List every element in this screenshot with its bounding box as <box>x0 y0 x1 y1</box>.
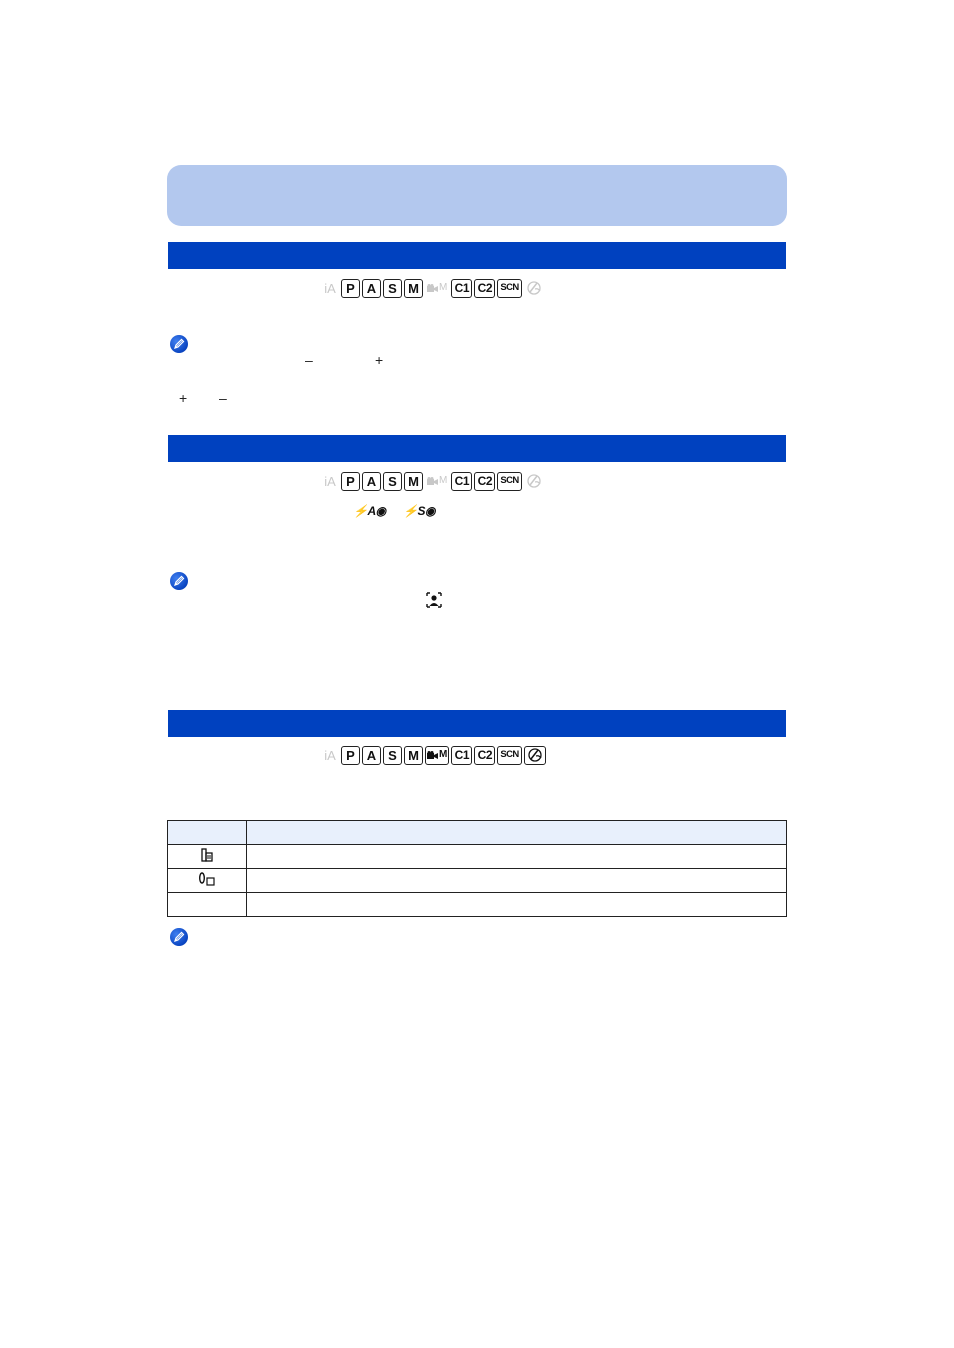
table-cell <box>247 893 787 917</box>
section-heading-bar-3 <box>168 710 786 737</box>
movie-camera-icon: M <box>425 472 449 491</box>
table-header-row <box>168 821 787 845</box>
table-cell <box>168 893 247 917</box>
section-heading-bar-2 <box>168 435 786 462</box>
note-pencil-icon <box>170 335 188 353</box>
building-icon <box>168 845 247 869</box>
mode-c2-icon: C2 <box>474 746 495 765</box>
mode-a-icon: A <box>362 746 381 765</box>
table-header-cell <box>168 821 247 845</box>
mode-c2-icon: C2 <box>474 279 495 298</box>
table-header-cell <box>247 821 787 845</box>
applicable-modes-row-3 <box>321 744 546 766</box>
plus-symbol: + <box>179 390 188 406</box>
note-pencil-icon <box>170 928 188 946</box>
mode-c1-icon: C1 <box>451 472 472 491</box>
mode-s-icon: S <box>383 472 402 491</box>
note-pencil-icon <box>170 572 188 590</box>
mode-p-icon: P <box>341 472 360 491</box>
creative-control-icon <box>524 279 544 298</box>
section-heading-bar-1 <box>168 242 786 269</box>
mode-ia-icon: iA <box>324 747 336 763</box>
table-cell <box>247 845 787 869</box>
mode-p-icon: P <box>341 746 360 765</box>
table-row <box>168 869 787 893</box>
plus-symbol: + <box>375 352 384 368</box>
creative-control-icon <box>524 746 546 765</box>
mode-c1-icon: C1 <box>451 746 472 765</box>
movie-camera-icon: M <box>425 279 449 298</box>
mode-p-icon: P <box>341 279 360 298</box>
mode-c2-icon: C2 <box>474 472 495 491</box>
mode-m-icon: M <box>404 746 423 765</box>
mode-a-icon: A <box>362 472 381 491</box>
applicable-modes-row-2 <box>321 470 544 492</box>
page-title-box <box>167 165 787 226</box>
table-cell <box>247 869 787 893</box>
mode-s-icon: S <box>383 279 402 298</box>
flash-slow-sync-red-eye-icon: ⚡S◉ <box>403 504 435 518</box>
movie-camera-icon: M <box>425 746 449 765</box>
options-table <box>167 820 787 917</box>
table-row <box>168 893 787 917</box>
minus-symbol: – <box>219 390 227 406</box>
minus-symbol: – <box>305 352 313 368</box>
mode-ia-icon: iA <box>324 473 336 489</box>
mode-m-icon: M <box>404 279 423 298</box>
mode-scn-icon: SCN <box>497 279 521 298</box>
lamp-square-icon <box>168 869 247 893</box>
mode-s-icon: S <box>383 746 402 765</box>
face-detection-icon <box>426 592 442 613</box>
mode-ia-icon: iA <box>324 280 336 296</box>
mode-scn-icon: SCN <box>497 746 521 765</box>
table-row <box>168 845 787 869</box>
applicable-modes-row-1 <box>321 277 544 299</box>
mode-scn-icon: SCN <box>497 472 521 491</box>
mode-m-icon: M <box>404 472 423 491</box>
mode-a-icon: A <box>362 279 381 298</box>
creative-control-icon <box>524 472 544 491</box>
mode-c1-icon: C1 <box>451 279 472 298</box>
flash-auto-red-eye-icon: ⚡A◉ <box>353 504 386 518</box>
